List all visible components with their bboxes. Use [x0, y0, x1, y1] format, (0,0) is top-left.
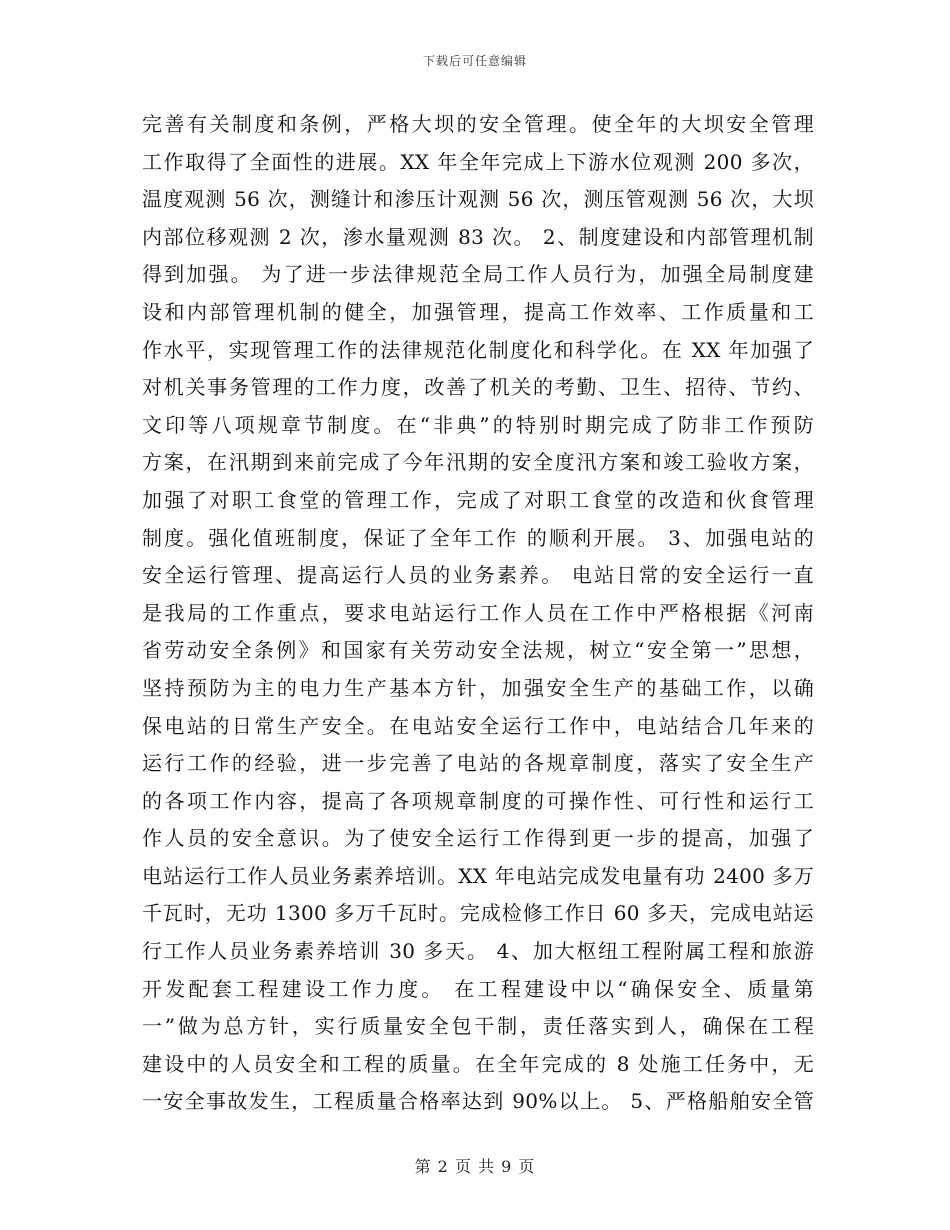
body-line: 得到加强。 为了进一步法律规范全局工作人员行为，加强全局制度建	[142, 262, 814, 287]
body-line: 设和内部管理机制的健全，加强管理，提高工作效率、工作质量和工	[142, 299, 814, 324]
body-line: 行工作人员业务素养培训 30 多天。 4、加大枢纽工程附属工程和旅游	[142, 939, 814, 964]
body-line: 一安全事故发生，工程质量合格率达到 90%以上。 5、严格船舶安全管	[142, 1089, 814, 1114]
body-line: 内部位移观测 2 次，渗水量观测 83 次。 2、制度建设和内部管理机制	[142, 224, 814, 249]
body-line: 坚持预防为主的电力生产基本方针，加强安全生产的基础工作，以确	[142, 675, 814, 700]
body-line: 省劳动安全条例》和国家有关劳动安全法规，树立“安全第一”思想，	[142, 638, 814, 663]
body-line: 电站运行工作人员业务素养培训。XX 年电站完成发电量有功 2400 多万	[142, 863, 814, 888]
body-line: 制度。强化值班制度，保证了全年工作 的顺利开展。 3、加强电站的	[142, 525, 814, 550]
body-line: 文印等八项规章节制度。在“非典”的特别时期完成了防非工作预防	[142, 412, 814, 437]
body-line: 千瓦时，无功 1300 多万千瓦时。完成检修工作日 60 多天，完成电站运	[142, 901, 814, 926]
body-line: 一”做为总方针，实行质量安全包干制，责任落实到人，确保在工程	[142, 1014, 814, 1039]
body-line: 温度观测 56 次，测缝计和渗压计观测 56 次，测压管观测 56 次，大坝	[142, 187, 814, 212]
page-number-footer: 第 2 页 共 9 页	[414, 1157, 536, 1176]
body-line: 保电站的日常生产安全。在电站安全运行工作中，电站结合几年来的	[142, 713, 814, 738]
body-line: 加强了对职工食堂的管理工作，完成了对职工食堂的改造和伙食管理	[142, 487, 814, 512]
body-line: 运行工作的经验，进一步完善了电站的各规章制度，落实了安全生产	[142, 751, 814, 776]
body-line: 安全运行管理、提高运行人员的业务素养。 电站日常的安全运行一直	[142, 563, 814, 588]
body-line: 工作取得了全面性的进展。XX 年全年完成上下游水位观测 200 多次，	[142, 149, 814, 174]
body-line: 完善有关制度和条例，严格大坝的安全管理。使全年的大坝安全管理	[142, 112, 814, 136]
body-line: 是我局的工作重点，要求电站运行工作人员在工作中严格根据《河南	[142, 600, 814, 625]
document-body	[142, 106, 814, 1121]
body-line: 建设中的人员安全和工程的质量。在全年完成的 8 处施工任务中，无	[142, 1051, 814, 1076]
page-header: 下载后可任意编辑	[422, 54, 527, 68]
body-line: 的各项工作内容，提高了各项规章制度的可操作性、可行性和运行工	[142, 788, 814, 813]
body-line: 作人员的安全意识。为了使安全运行工作得到更一步的提高，加强了	[142, 826, 814, 851]
body-line: 对机关事务管理的工作力度，改善了机关的考勤、卫生、招待、节约、	[142, 375, 814, 400]
body-line: 作水平，实现管理工作的法律规范化制度化和科学化。在 XX 年加强了	[142, 337, 814, 362]
body-line: 方案，在汛期到来前完成了今年汛期的安全度汛方案和竣工验收方案，	[142, 450, 814, 475]
body-line: 开发配套工程建设工作力度。 在工程建设中以“确保安全、质量第	[142, 976, 814, 1001]
